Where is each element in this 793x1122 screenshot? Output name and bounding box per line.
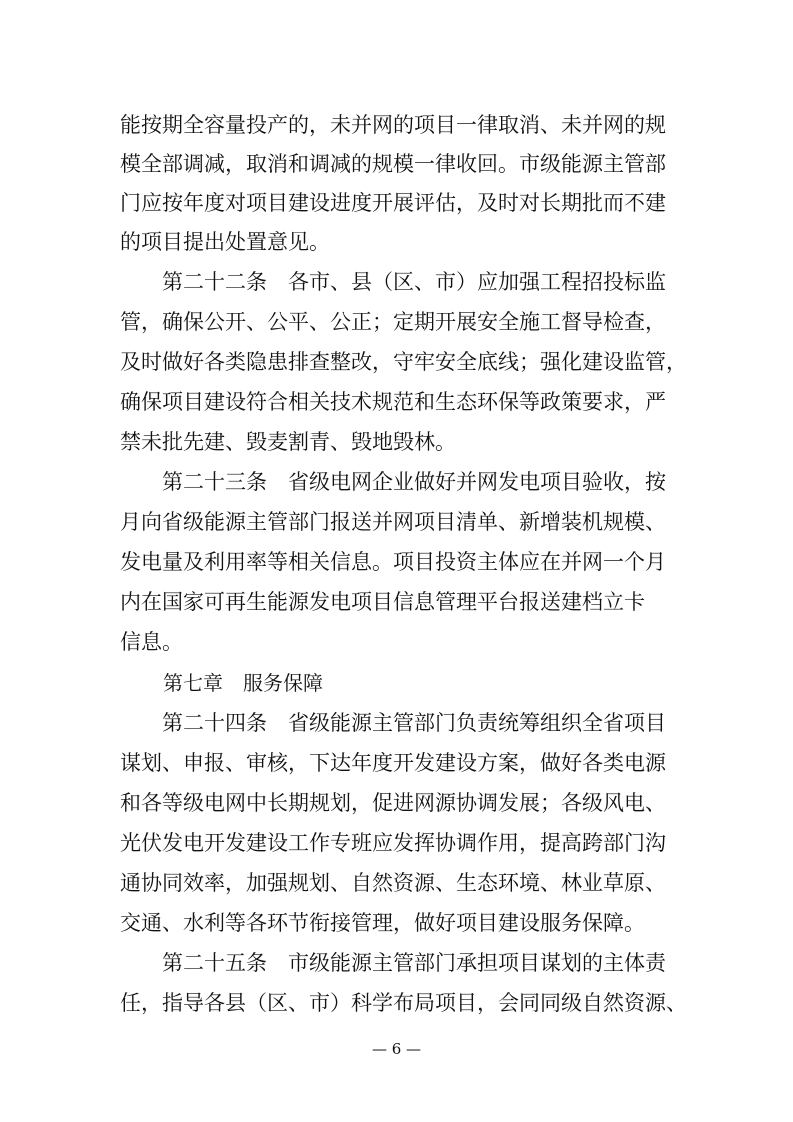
- body-text-line: 交通、水利等各环节衔接管理，做好项目建设服务保障。: [120, 911, 645, 935]
- article-23-start: 第二十三条 省级电网企业做好并网发电项目验收，按: [120, 470, 666, 494]
- article-22-start: 第二十二条 各市、县（区、市）应加强工程招投标监: [120, 270, 666, 294]
- article-25-start: 第二十五条 市级能源主管部门承担项目谋划的主体责: [120, 951, 666, 975]
- body-text-line: 的项目提出处置意见。: [120, 230, 330, 254]
- body-text-line: 模全部调减，取消和调减的规模一律收回。市级能源主管部: [120, 152, 666, 176]
- body-text-line: 能按期全容量投产的，未并网的项目一律取消、未并网的规: [120, 113, 666, 137]
- body-text-line: 门应按年度对项目建设进度开展评估，及时对长期批而不建: [120, 191, 666, 215]
- chapter-heading: 第七章 服务保障: [163, 671, 323, 695]
- body-text-line: 信息。: [120, 630, 183, 654]
- body-text-line: 月向省级能源主管部门报送并网项目清单、新增装机规模、: [120, 510, 666, 534]
- body-text-line: 禁未批先建、毁麦割青、毁地毁林。: [120, 430, 456, 454]
- body-text-line: 光伏发电开发建设工作专班应发挥协调作用，提高跨部门沟: [120, 831, 666, 855]
- article-24-start: 第二十四条 省级能源主管部门负责统筹组织全省项目: [120, 711, 666, 735]
- body-text-line: 确保项目建设符合相关技术规范和生态环保等政策要求，严: [120, 390, 666, 414]
- body-text-line: 任，指导各县（区、市）科学布局项目，会同同级自然资源、: [120, 991, 687, 1015]
- body-text-line: 管，确保公开、公平、公正；定期开展安全施工督导检查，: [120, 310, 666, 334]
- page-number: — 6 —: [371, 1040, 422, 1058]
- body-text-line: 通协同效率，加强规划、自然资源、生态环境、林业草原、: [120, 871, 666, 895]
- body-text-line: 内在国家可再生能源发电项目信息管理平台报送建档立卡: [120, 590, 645, 614]
- body-text-line: 及时做好各类隐患排查整改，守牢安全底线；强化建设监管，: [120, 350, 687, 374]
- body-text-line: 谋划、申报、审核，下达年度开发建设方案，做好各类电源: [120, 751, 666, 775]
- body-text-line: 和各等级电网中长期规划，促进网源协调发展；各级风电、: [120, 791, 666, 815]
- body-text-line: 发电量及利用率等相关信息。项目投资主体应在并网一个月: [120, 550, 666, 574]
